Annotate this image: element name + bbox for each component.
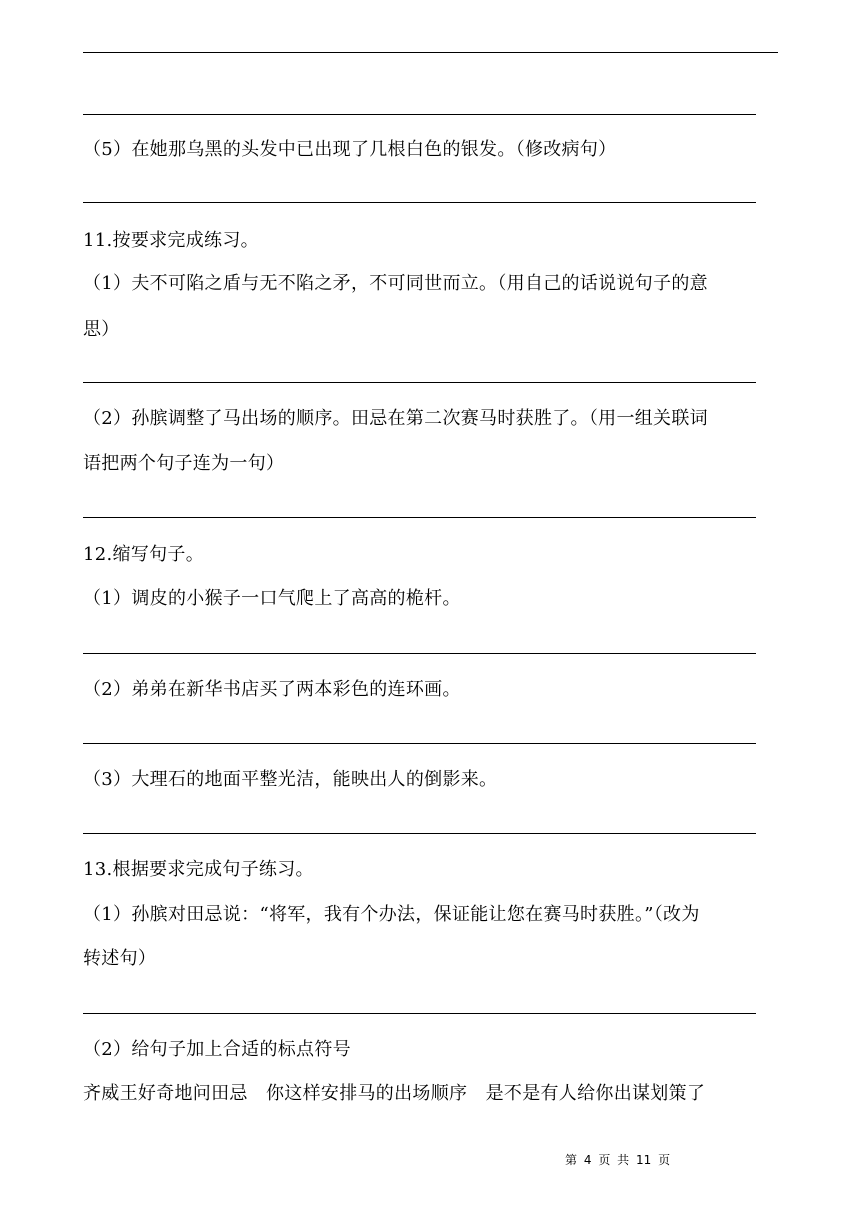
question-13-title: 13.根据要求完成句子练习。: [83, 859, 314, 880]
question-13-1-line-2: 转述句）: [83, 948, 157, 969]
question-10-5: （5）在她那乌黑的头发中已出现了几根白色的银发。（修改病句）: [83, 139, 617, 160]
answer-line-1: [83, 52, 778, 53]
page-footer: [0, 1151, 860, 1168]
footer-total-word: 共: [617, 1153, 630, 1167]
footer-prefix: 第: [565, 1153, 578, 1167]
answer-line-4: [83, 382, 756, 383]
question-11-1-line-1: （1）夫不可陷之盾与无不陷之矛，不可同世而立。（用自己的话说说句子的意: [83, 273, 708, 294]
answer-line-3: [83, 202, 756, 203]
question-13-2: （2）给句子加上合适的标点符号: [83, 1039, 351, 1060]
question-13-1-line-1: （1）孙膑对田忌说：“将军，我有个办法，保证能让您在赛马时获胜。”（改为: [83, 904, 700, 925]
question-12-title: 12.缩写句子。: [83, 544, 205, 565]
footer-page-number: 4: [583, 1153, 592, 1167]
answer-line-5: [83, 517, 756, 518]
footer-suffix: 页: [658, 1153, 671, 1167]
question-11-2-line-2: 语把两个句子连为一句）: [83, 453, 285, 474]
question-12-1: （1）调皮的小猴子一口气爬上了高高的桅杆。: [83, 588, 461, 609]
footer-total-pages: 11: [636, 1153, 652, 1167]
question-12-2: （2）弟弟在新华书店买了两本彩色的连环画。: [83, 679, 461, 700]
question-13-2-sentence: 齐威王好奇地问田忌 你这样安排马的出场顺序 是不是有人给你出谋划策了: [83, 1083, 706, 1104]
answer-line-2: [83, 114, 756, 115]
answer-line-8: [83, 833, 756, 834]
answer-line-7: [83, 743, 756, 744]
answer-line-9: [83, 1013, 756, 1014]
question-12-3: （3）大理石的地面平整光洁，能映出人的倒影来。: [83, 769, 498, 790]
question-11-2-line-1: （2）孙膑调整了马出场的顺序。田忌在第二次赛马时获胜了。（用一组关联词: [83, 408, 708, 429]
footer-page-word: 页: [598, 1153, 611, 1167]
answer-line-6: [83, 653, 756, 654]
question-11-title: 11.按要求完成练习。: [83, 230, 259, 251]
question-11-1-line-2: 思）: [83, 319, 120, 340]
